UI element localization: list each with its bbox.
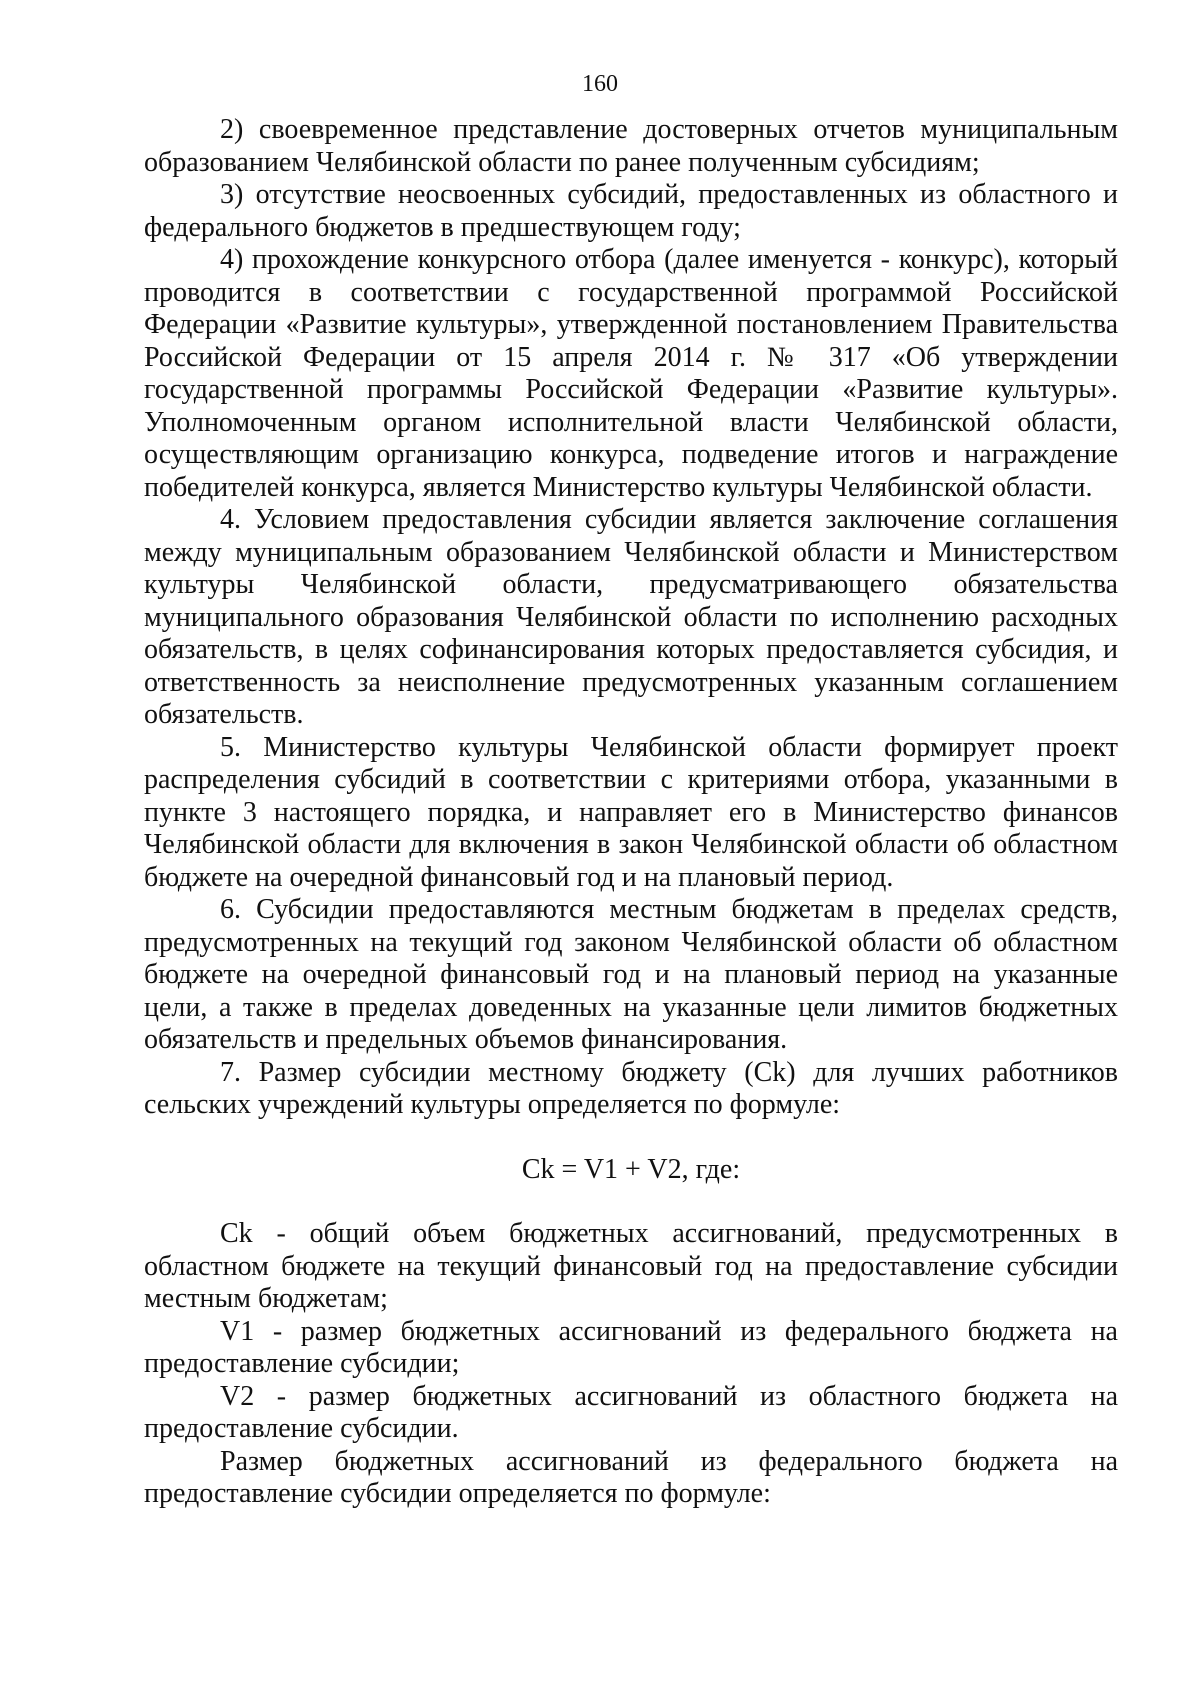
paragraph-federal-size: Размер бюджетных ассигнований из федерального бюджета на предоставление субсидии определяется по формуле:	[144, 1445, 1118, 1509]
paragraph-clause-5: 5. Министерство культуры Челябинской области формирует проект распределения субсидий в соответствии с критериями отбора, указанными в пункте 3 настоящего порядка, и направляет его в Министерство финансов Челябинской области для включения в закон Челябинской области об областном бюджете на очередной финансовый год и на плановый период.	[144, 731, 1118, 893]
paragraph-item-2: 2) своевременное представление достоверных отчетов муниципальным образованием Челябинской области по ранее полученным субсидиям;	[144, 114, 1118, 178]
paragraph-clause-4: 4. Условием предоставления субсидии является заключение соглашения между муниципальным образованием Челябинской области и Министерством культуры Челябинской области, предусматривающего обязательства муниципального образования Челябинской области по исполнению расходных обязательств, в целях софинансирования которых предоставляется субсидия, и ответственность за неисполнение предусмотренных указанным соглашением обязательств.	[144, 504, 1118, 730]
paragraph-definition-v1: V1 - размер бюджетных ассигнований из федерального бюджета на предоставление субсидии;	[144, 1315, 1118, 1379]
document-body	[144, 114, 1118, 1511]
page-number: 160	[582, 71, 618, 97]
paragraph-item-4-competition: 4) прохождение конкурсного отбора (далее именуется - конкурс), который проводится в соответствии с государственной программой Российской Федерации «Развитие культуры», утвержденной постановлением Правительства Российской Федерации от 15 апреля 2014 г. № 317 «Об утверждении государственной программы Российской Федерации «Развитие культуры». Уполномоченным органом исполнительной власти Челябинской области, осуществляющим организацию конкурса, подведение итогов и награждение победителей конкурса, является Министерство культуры Челябинской области.	[144, 244, 1118, 503]
paragraph-definition-v2: V2 - размер бюджетных ассигнований из областного бюджета на предоставление субсидии.	[144, 1380, 1118, 1444]
paragraph-definition-ck: Ck - общий объем бюджетных ассигнований, предусмотренных в областном бюджете на текущий финансовый год на предоставление субсидии местным бюджетам;	[144, 1218, 1118, 1314]
paragraph-clause-7: 7. Размер субсидии местному бюджету (Ck) для лучших работников сельских учреждений культуры определяется по формуле:	[144, 1056, 1118, 1120]
paragraph-clause-6: 6. Субсидии предоставляются местным бюджетам в пределах средств, предусмотренных на текущий год законом Челябинской области об областном бюджете на очередной финансовый год и на плановый период на указанные цели, а также в пределах доведенных на указанные цели лимитов бюджетных обязательств и предельных объемов финансирования.	[144, 894, 1118, 1055]
formula-ck: Ck = V1 + V2, где:	[521, 1153, 741, 1185]
paragraph-item-3: 3) отсутствие неосвоенных субсидий, предоставленных из областного и федерального бюджетов в предшествующем году;	[144, 179, 1118, 243]
